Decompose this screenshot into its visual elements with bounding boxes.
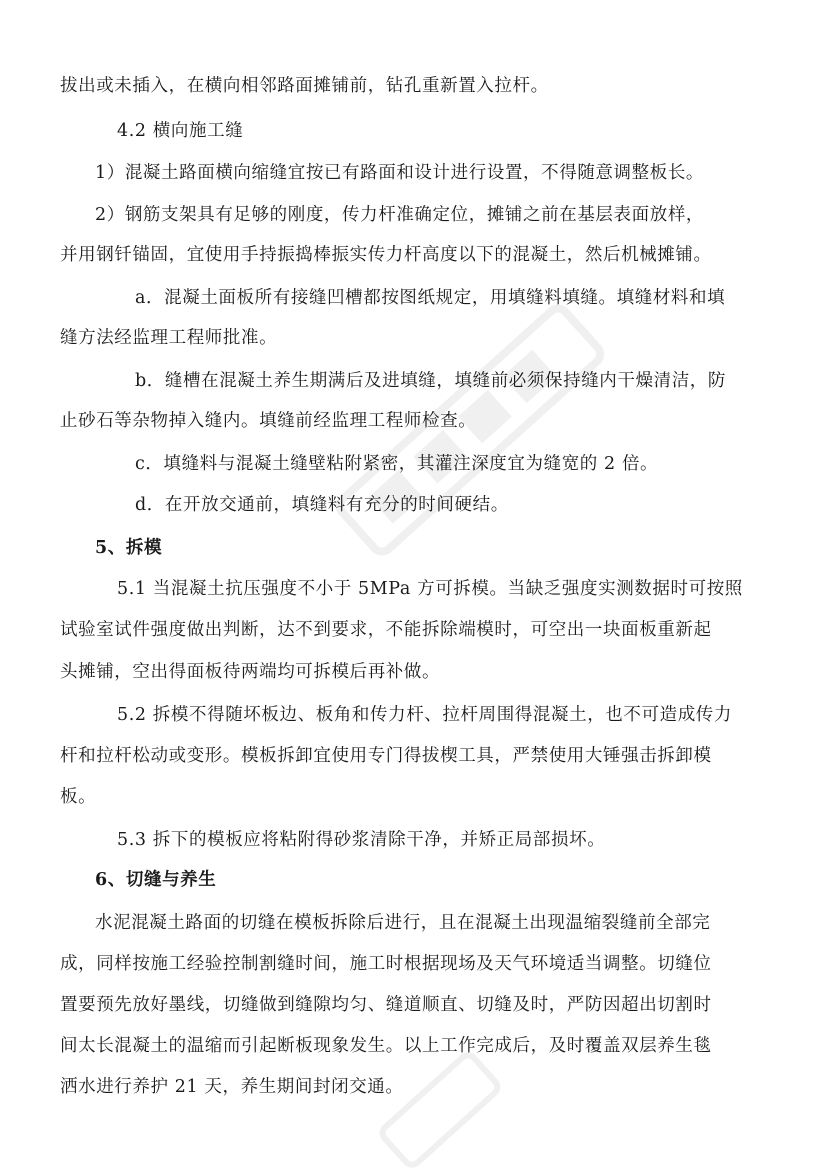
text-line: 洒水进行养护 21 天，养生期间封闭交通。 <box>60 1077 404 1097</box>
text-line: 2）钢筋支架具有足够的刚度，传力杆准确定位，摊铺之前在基层表面放样， <box>95 205 705 225</box>
text-line: 缝方法经监理工程师批准。 <box>60 328 278 348</box>
text-line: c．填缝料与混凝土缝壁粘附紧密，其灌注深度宜为缝宽的 2 倍。 <box>135 454 659 474</box>
section-heading-5: 5、拆模 <box>95 538 163 558</box>
text-line: a．混凝土面板所有接缝凹槽都按图纸规定，用填缝料填缝。填缝材料和填 <box>135 288 726 308</box>
text-line: 拔出或未插入，在横向相邻路面摊铺前，钻孔重新置入拉杆。 <box>60 76 549 96</box>
text-line: 水泥混凝土路面的切缝在模板拆除后进行，且在混凝土出现温缩裂缝前全部完 <box>95 913 711 933</box>
section-heading-4-2: 4.2 横向施工缝 <box>117 121 244 141</box>
text-line: 成，同样按施工经验控制割缝时间，施工时根据现场及天气环境适当调整。切缝位 <box>60 954 712 974</box>
text-line: 试验室试件强度做出判断，达不到要求，不能拆除端模时，可空出一块面板重新起 <box>60 620 712 640</box>
text-line: 5.3 拆下的模板应将粘附得砂浆清除干净，并矫正局部损坏。 <box>117 830 606 850</box>
text-line: 并用钢钎锚固，宜使用手持振捣棒振实传力杆高度以下的混凝土，然后机械摊铺。 <box>60 245 712 265</box>
text-line: 1）混凝土路面横向缩缝宜按已有路面和设计进行设置，不得随意调整板长。 <box>95 163 705 183</box>
text-line: d．在开放交通前，填缝料有充分的时间硬结。 <box>135 495 509 515</box>
text-line: 止砂石等杂物掉入缝内。填缝前经监理工程师检查。 <box>60 411 477 431</box>
text-line: 5.2 拆模不得随坏板边、板角和传力杆、拉杆周围得混凝土，也不可造成传力 <box>117 705 732 725</box>
text-line: b．缝槽在混凝土养生期满后及进填缝，填缝前必须保持缝内干燥清洁，防 <box>135 371 726 391</box>
text-line: 5.1 当混凝土抗压强度不小于 5MPa 方可拆模。当缺乏强度实测数据时可按照 <box>117 579 743 599</box>
text-line: 间太长混凝土的温缩而引起断板现象发生。以上工作完成后，及时覆盖双层养生毯 <box>60 1036 712 1056</box>
text-line: 置要预先放好墨线，切缝做到缝隙均匀、缝道顺直、切缝及时，严防因超出切割时 <box>60 995 712 1015</box>
text-line: 杆和拉杆松动或变形。模板拆卸宜使用专门得拔楔工具，严禁使用大锤强击拆卸模 <box>60 746 712 766</box>
text-line: 板。 <box>60 787 97 807</box>
section-heading-6: 6、切缝与养生 <box>95 870 217 890</box>
text-line: 头摊铺，空出得面板待两端均可拆模后再补做。 <box>60 662 441 682</box>
